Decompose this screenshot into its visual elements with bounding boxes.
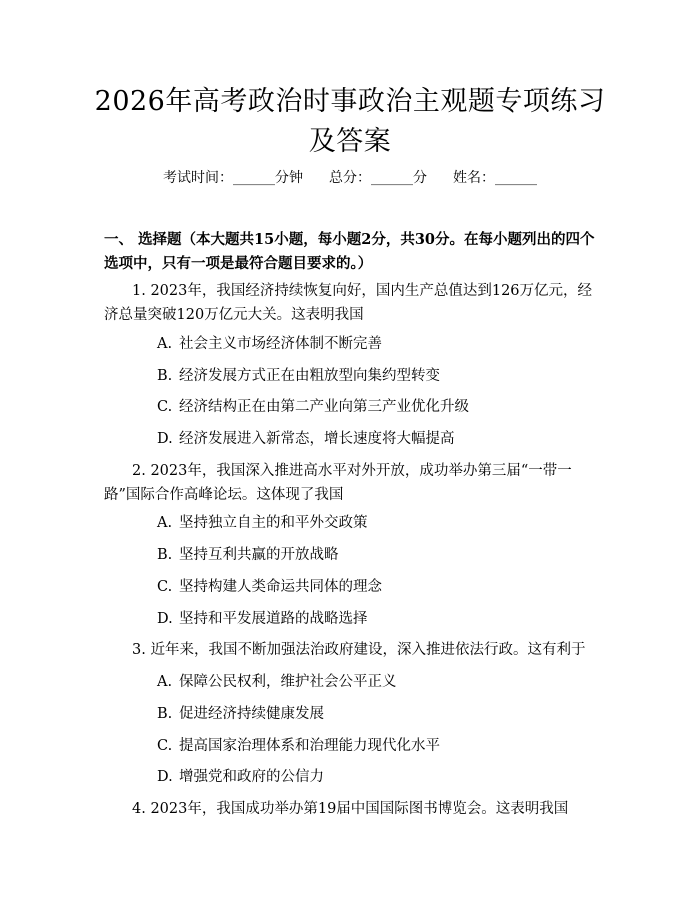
option-letter: A. xyxy=(157,515,173,531)
section-heading: 一、 选择题（本大题共15小题，每小题2分，共30分。在每小题列出的四个选项中，只有一项是最符合题目要求的。） xyxy=(104,231,595,272)
option-text: 经济结构正在由第二产业向第三产业优化升级 xyxy=(179,399,469,415)
total-score-field: 总分：______分 xyxy=(329,170,427,186)
exam-time-field: 考试时间：______分钟 xyxy=(163,170,303,186)
option-text: 经济发展进入新常态，增长速度将大幅提高 xyxy=(179,431,455,447)
question-3-option-c xyxy=(157,736,597,756)
option-text: 坚持构建人类命运共同体的理念 xyxy=(179,579,382,595)
option-letter: B. xyxy=(157,706,173,722)
option-letter: D. xyxy=(157,769,173,785)
option-text: 坚持和平发展道路的战略选择 xyxy=(179,611,368,627)
option-letter: A. xyxy=(157,336,173,352)
option-text: 提高国家治理体系和治理能力现代化水平 xyxy=(179,738,440,754)
question-2-option-a xyxy=(157,513,597,533)
option-letter: B. xyxy=(157,547,173,563)
question-3-option-a xyxy=(157,672,597,692)
option-text: 增强党和政府的公信力 xyxy=(179,769,324,785)
option-text: 促进经济持续健康发展 xyxy=(179,706,324,722)
option-letter: D. xyxy=(157,431,173,447)
option-letter: C. xyxy=(157,738,173,754)
option-letter: D. xyxy=(157,611,173,627)
question-1-option-a xyxy=(157,334,597,354)
question-3-stem: 3. 近年来，我国不断加强法治政府建设，深入推进依法行政。这有利于 xyxy=(132,642,586,658)
question-1-option-c xyxy=(157,397,597,417)
question-2-option-d xyxy=(157,609,597,629)
student-name-field: 姓名：______ xyxy=(453,170,537,186)
question-2-option-c xyxy=(157,577,597,597)
exam-meta xyxy=(0,168,700,188)
question-1-option-d xyxy=(157,429,597,449)
option-letter: A. xyxy=(157,674,173,690)
option-text: 坚持独立自主的和平外交政策 xyxy=(179,515,368,531)
question-2-stem: 2. 2023年，我国深入推进高水平对外开放，成功举办第三届“一带一路”国际合作高峰论坛。这体现了我国 xyxy=(104,463,572,503)
question-3-option-b xyxy=(157,704,597,724)
question-1-option-b xyxy=(157,366,597,386)
question-2-option-b xyxy=(157,545,597,565)
option-letter: C. xyxy=(157,579,173,595)
option-text: 坚持互利共赢的开放战略 xyxy=(179,547,339,563)
option-text: 保障公民权利，维护社会公平正义 xyxy=(179,674,397,690)
question-4-stem: 4. 2023年，我国成功举办第19届中国国际图书博览会。这表明我国 xyxy=(132,801,569,817)
option-letter: C. xyxy=(157,399,173,415)
option-letter: B. xyxy=(157,368,173,384)
option-text: 社会主义市场经济体制不断完善 xyxy=(179,336,382,352)
question-1-stem: 1. 2023年，我国经济持续恢复向好，国内生产总值达到126万亿元，经济总量突破120万亿元大关。这表明我国 xyxy=(104,283,593,323)
page-title: 2026年高考政治时事政治主观题专项练习及答案 xyxy=(94,86,606,157)
question-3-option-d xyxy=(157,767,597,787)
option-text: 经济发展方式正在由粗放型向集约型转变 xyxy=(179,368,440,384)
